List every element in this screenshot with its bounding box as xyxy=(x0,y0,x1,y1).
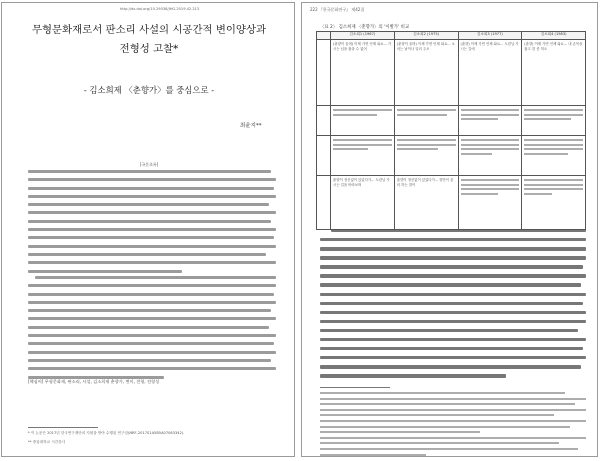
table-row xyxy=(317,136,586,176)
table-cell xyxy=(331,136,395,176)
footnote-divider xyxy=(320,387,390,388)
author-name: 최윤지** xyxy=(240,123,262,129)
running-header: 222 『한국문화연구』 제42집 xyxy=(310,7,365,12)
table-cell: (춘향) 이제 가면 언제 와요... 도련님 가시는 길에 xyxy=(458,40,522,106)
abstract-paragraph-2 xyxy=(28,276,276,384)
abstract-heading: [국문초록] xyxy=(139,162,159,167)
footnote-1: * 이 논문은 2017년 한국연구재단의 지원을 받아 수행된 연구임(NRF-2017S1A5B5A07063342). xyxy=(28,431,185,435)
table-cell xyxy=(394,136,458,176)
table-caption: 〈표 2〉 김소희제 〈춘향가〉의 '이별가' 비교 xyxy=(320,25,410,30)
table-cell xyxy=(331,106,395,136)
body-text xyxy=(320,229,586,383)
doi-link[interactable]: http://dx.doi.org/10.29038/JHG.2019.42.213 xyxy=(120,7,200,11)
table-cell xyxy=(522,176,586,230)
table-header-cell: 김소희4 (1983) xyxy=(522,32,586,40)
footnotes xyxy=(320,392,586,457)
paper-subtitle: - 김소희제 〈춘향가〉를 중심으로 - xyxy=(83,85,215,95)
table-cell: (춘향이 울며) 이제 가면 언제 와요... 오마는 날이나 일러 주오 xyxy=(394,40,458,106)
right-page xyxy=(301,2,598,457)
paper-title-line-1: 무형문화재로서 판소리 사설의 시공간적 변이양상과 xyxy=(31,24,267,36)
keywords: [핵심어] 무형문화재, 판소리, 사설, 김소희제 춘향가, 변이, 전형, 전형성 xyxy=(28,379,160,384)
table-cell xyxy=(522,106,586,136)
table-cell xyxy=(317,106,331,136)
left-page xyxy=(1,2,295,457)
table-row xyxy=(317,106,586,136)
footnote-divider xyxy=(28,427,98,428)
footnote-2: ** 중앙대학교 시간강사 xyxy=(28,440,66,444)
table-header-cell: 김소희2 (1975) xyxy=(394,32,458,40)
table-cell xyxy=(317,40,331,106)
table-header-row xyxy=(317,32,586,40)
table-row xyxy=(317,40,586,106)
table-row xyxy=(317,176,586,230)
table-cell: 춘향이 정신없이 앉았다가... 도련님 가시는 길을 바라보며 xyxy=(331,176,395,230)
table-cell xyxy=(317,176,331,230)
table-cell xyxy=(458,136,522,176)
comparison-table xyxy=(316,31,586,230)
paper-title-line-2: 전형성 고찰* xyxy=(119,43,179,55)
abstract-paragraph-1 xyxy=(28,170,276,278)
table-header-cell: 김소희1 (1967) xyxy=(331,32,395,40)
table-header-cell xyxy=(317,32,331,40)
table-cell xyxy=(458,106,522,136)
table-cell xyxy=(522,136,586,176)
table-cell: (춘향이 울며) 이제 가면 언제 와요... 가시는 님을 잡을 수 없어 xyxy=(331,40,395,106)
table-cell xyxy=(458,176,522,230)
table-cell xyxy=(394,106,458,136)
table-cell: 춘향이 정신없이 앉았다가... 향단이 불러 하는 말이 xyxy=(394,176,458,230)
table-header-cell: 김소희3 (1977) xyxy=(458,32,522,40)
table-cell: (춘향) 이제 가면 언제 와요... 내 손목을 잡고 말 좀 허오 xyxy=(522,40,586,106)
table-cell xyxy=(317,136,331,176)
